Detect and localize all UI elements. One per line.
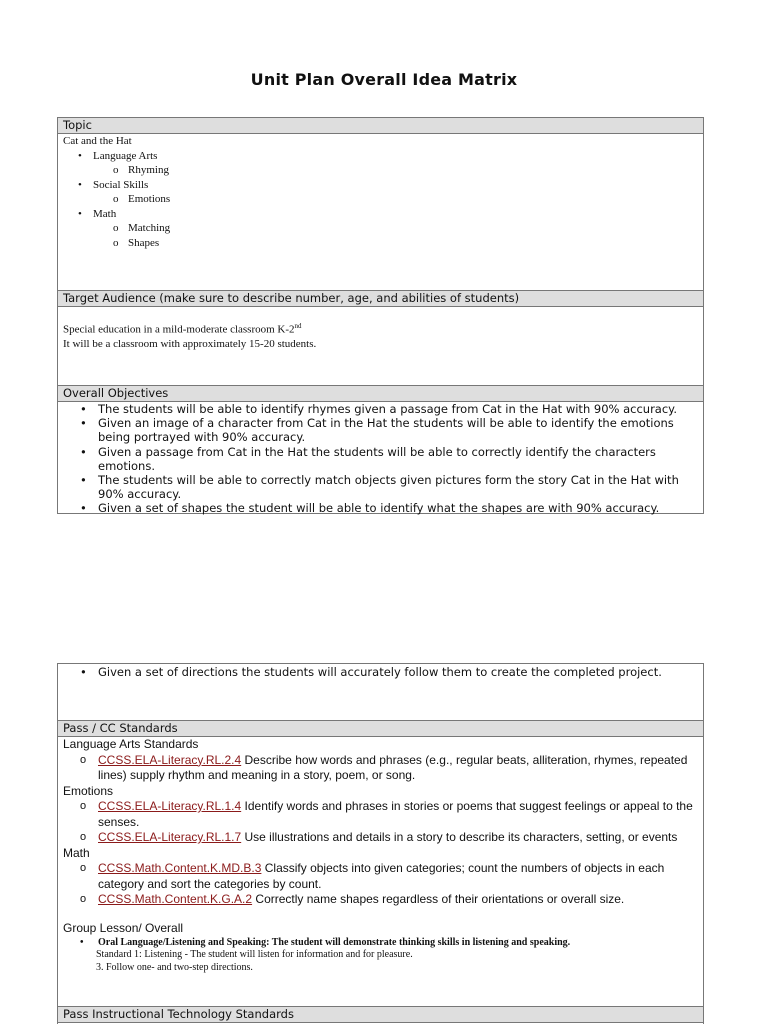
- audience-header: Target Audience (make sure to describe number, age, and abilities of students): [58, 290, 703, 307]
- standard-link[interactable]: CCSS.Math.Content.K.MD.B.3: [98, 861, 262, 875]
- group-standard-line: Standard 1: Listening - The student will listen for information and for pleasure.: [96, 949, 413, 960]
- objective-item: • Given a passage from Cat in the Hat the students will be able to correctly identify the characters emotions.: [58, 445, 703, 473]
- objective-item: • Given an image of a character from Cat in the Hat the students will be able to identify the emotions being portrayed with 90% accuracy.: [58, 416, 703, 444]
- subject-subitem: o Shapes: [58, 236, 703, 251]
- topic-header: Topic: [58, 118, 703, 134]
- topic-subject-list: [58, 149, 703, 251]
- objective-item: • The students will be able to correctly match objects given pictures form the story Cat in the Hat with 90% accuracy.: [58, 473, 703, 501]
- topic-name: Cat and the Hat: [63, 135, 132, 147]
- matrix-table-page2: [57, 663, 704, 1024]
- objective-item: • The students will be able to identify rhymes given a passage from Cat in the Hat with 90% accuracy.: [58, 402, 703, 416]
- objectives-header: Overall Objectives: [58, 385, 703, 402]
- subject-subitem: o Matching: [58, 221, 703, 236]
- standard-item: o CCSS.ELA-Literacy.RL.1.4 Identify words and phrases in stories or poems that suggest feelings or appeal to the senses.: [58, 799, 703, 830]
- group-lesson-label: Group Lesson/ Overall: [63, 920, 184, 935]
- subject-subitem: o Emotions: [58, 192, 703, 207]
- standards-header: Pass / CC Standards: [58, 720, 703, 737]
- group-standard-line: 3. Follow one- and two-step directions.: [96, 961, 253, 973]
- audience-section: [58, 307, 703, 385]
- standard-link[interactable]: CCSS.ELA-Literacy.RL.1.7: [98, 830, 242, 844]
- la-standards-label: Language Arts Standards: [63, 737, 199, 751]
- topic-section: [58, 134, 703, 290]
- standard-item: o CCSS.ELA-Literacy.RL.2.4 Describe how words and phrases (e.g., regular beats, alliteration, rhymes, repeated lines) supply rhythm and meaning in a story, poem, or song.: [58, 753, 703, 784]
- standard-item: o CCSS.Math.Content.K.G.A.2 Correctly name shapes regardless of their orientations or overall size.: [58, 892, 703, 908]
- tech-standards-header: Pass Instructional Technology Standards: [58, 1006, 703, 1023]
- standard-link[interactable]: CCSS.ELA-Literacy.RL.1.4: [98, 799, 242, 813]
- emotions-label: Emotions: [63, 783, 114, 798]
- subject-item: • Language Arts: [58, 149, 703, 164]
- standard-item: o CCSS.ELA-Literacy.RL.1.7 Use illustrations and details in a story to describe its characters, setting, or events: [58, 830, 703, 846]
- subject-item: • Social Skills: [58, 178, 703, 193]
- group-bold-item: • Oral Language/Listening and Speaking: The student will demonstrate thinking skills in listening and speaking.: [58, 936, 703, 949]
- audience-line2: It will be a classroom with approximately 15-20 students.: [63, 338, 317, 351]
- subject-item: • Math: [58, 207, 703, 222]
- objectives-list: [58, 402, 703, 516]
- page-title: Unit Plan Overall Idea Matrix: [250, 70, 518, 89]
- math-label: Math: [63, 845, 90, 860]
- standard-item: o CCSS.Math.Content.K.MD.B.3 Classify objects into given categories; count the numbers of objects in each category and sort the categories by count.: [58, 861, 703, 892]
- objectives-continued-section: [58, 664, 703, 720]
- standard-link[interactable]: CCSS.ELA-Literacy.RL.2.4: [98, 752, 242, 767]
- matrix-table-page1: [57, 117, 704, 514]
- subject-subitem: o Rhyming: [58, 163, 703, 178]
- standard-link[interactable]: CCSS.Math.Content.K.G.A.2: [98, 892, 253, 906]
- objective-item: • Given a set of directions the students will accurately follow them to create the completed project.: [58, 665, 703, 679]
- audience-line1: Special education in a mild-moderate classroom K-2nd: [63, 322, 302, 336]
- standards-section: [58, 737, 703, 1006]
- objective-item: • Given a set of shapes the student will be able to identify what the shapes are with 90% accuracy.: [58, 501, 703, 515]
